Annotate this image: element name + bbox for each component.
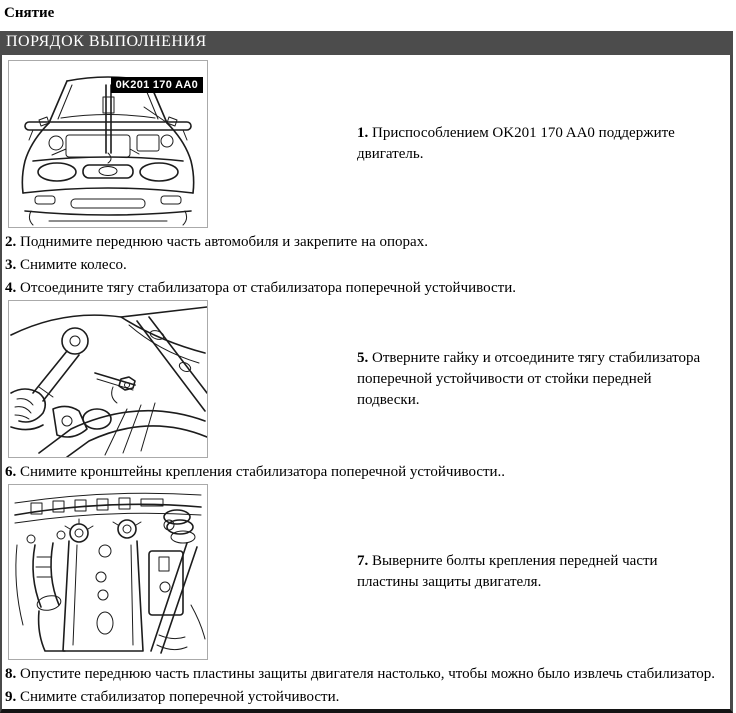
step-row-3 xyxy=(2,254,730,277)
splash-shield-bolts-image xyxy=(9,485,207,659)
step5-illustration xyxy=(8,300,208,458)
procedure-body xyxy=(0,55,733,713)
step-row-4 xyxy=(2,277,730,300)
step-text: Снимите кронштейны крепления стабилизатора поперечной устойчивости.. xyxy=(20,464,506,480)
step-text: Поднимите переднюю часть автомобиля и закрепите на опорах. xyxy=(20,234,428,250)
step-row-7 xyxy=(2,484,730,660)
step-text: Снимите колесо. xyxy=(20,257,127,273)
step-number: 9. xyxy=(5,689,17,705)
step-number: 2. xyxy=(5,234,17,250)
step-text: Выверните болты крепления передней части пластины защиты двигателя. xyxy=(357,553,658,590)
step-row-1 xyxy=(2,60,730,228)
ratchet-stabilizer-link-image xyxy=(9,301,207,457)
tool-part-number-label: 0K201 170 AA0 xyxy=(111,77,203,93)
step-row-5 xyxy=(2,300,730,458)
step-text: Отсоедините тягу стабилизатора от стабилизатора поперечной устойчивости. xyxy=(20,280,516,296)
step-5-text xyxy=(357,348,705,411)
step-row-9 xyxy=(2,686,730,709)
step-row-6 xyxy=(2,461,730,484)
procedure-header: ПОРЯДОК ВЫПОЛНЕНИЯ xyxy=(0,31,733,55)
step-row-8 xyxy=(2,663,730,686)
step-7-text xyxy=(357,551,705,593)
step7-illustration xyxy=(8,484,208,660)
step-number: 5. xyxy=(357,349,369,366)
procedure-block xyxy=(0,31,733,713)
step-number: 6. xyxy=(5,464,17,480)
step-text: Отверните гайку и отсоедините тягу стабилизатора поперечной устойчивости от стойки передней подвески. xyxy=(357,349,701,408)
step-text: Опустите переднюю часть пластины защиты двигателя настолько, чтобы можно было извлечь стабилизатор. xyxy=(20,666,716,682)
step-number: 7. xyxy=(357,553,369,569)
step-text: Снимите стабилизатор поперечной устойчивости. xyxy=(20,689,340,705)
step-text: Приспособлением OK201 170 AA0 поддержите двигатель. xyxy=(357,125,675,162)
step1-illustration xyxy=(8,60,208,228)
step-1-text xyxy=(357,123,705,165)
page-title: Снятие xyxy=(4,5,55,21)
step-number: 4. xyxy=(5,280,17,296)
step-row-2 xyxy=(2,231,730,254)
step-number: 1. xyxy=(357,125,369,141)
step-number: 3. xyxy=(5,257,17,273)
step-number: 8. xyxy=(5,666,17,682)
